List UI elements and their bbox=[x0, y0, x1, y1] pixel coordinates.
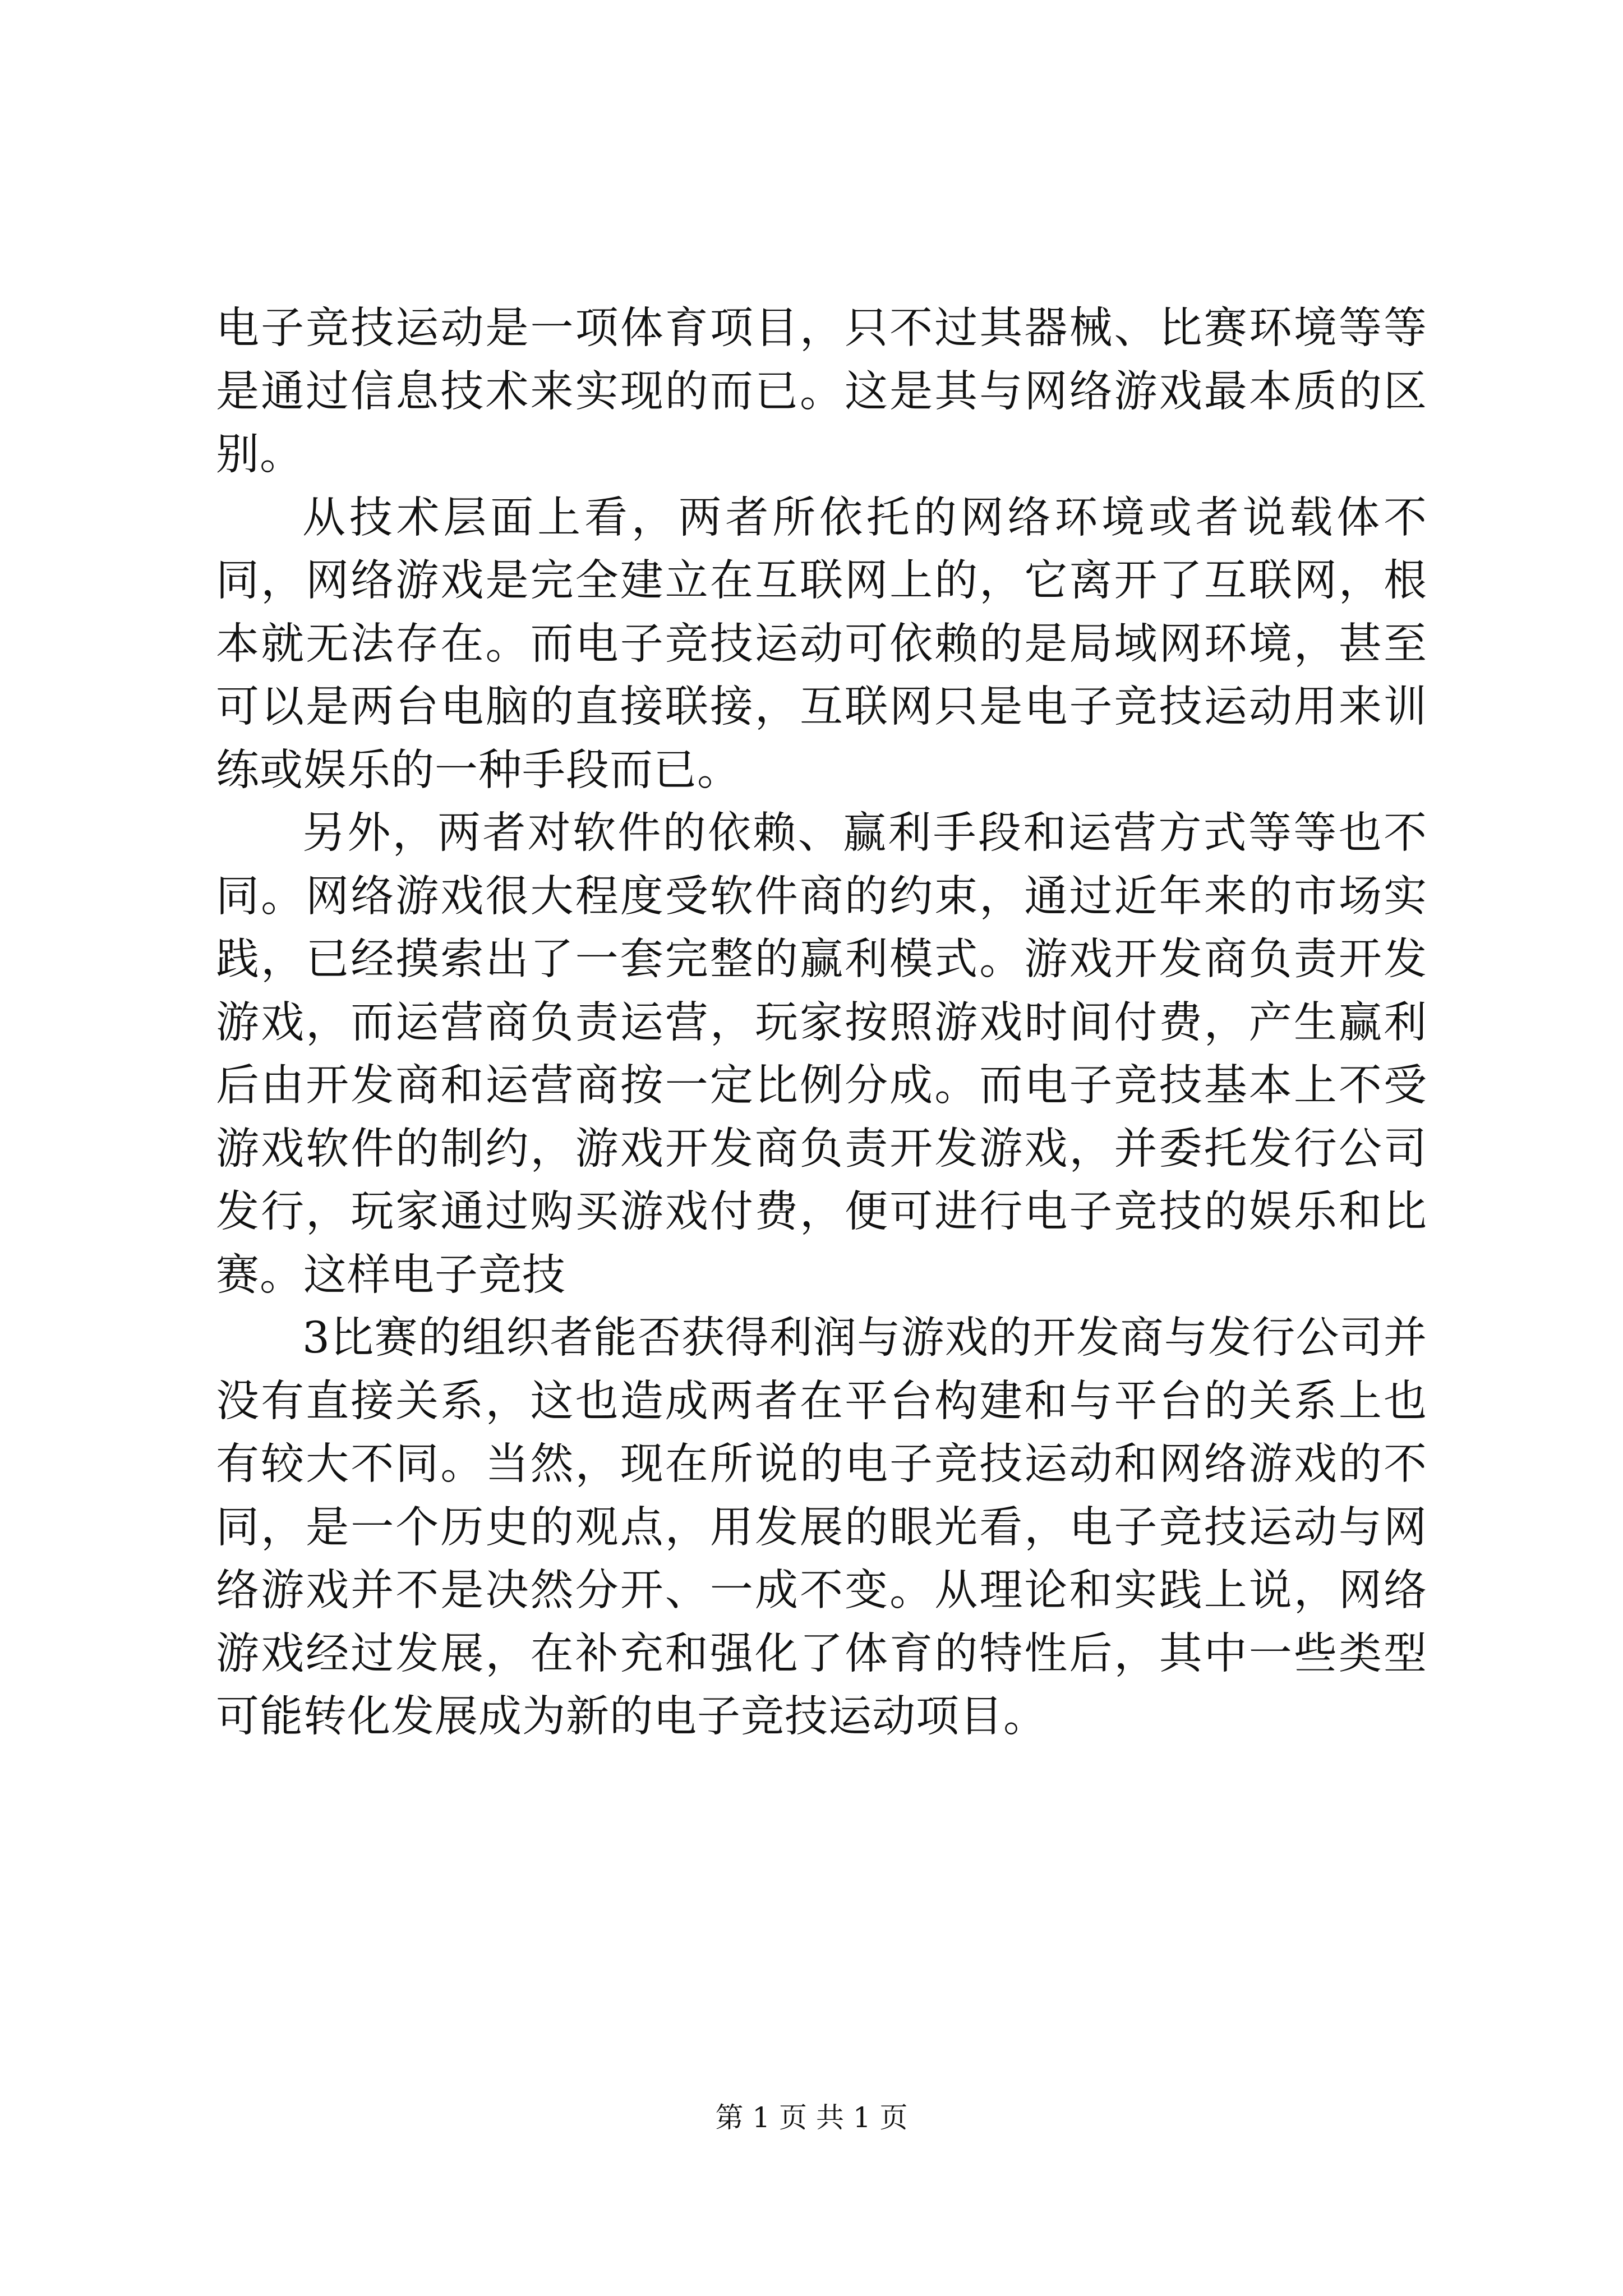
paragraph-2: 从技术层面上看，两者所依托的网络环境或者说载体不同，网络游戏是完全建立在互联网上的，它离开了互联网，根本就无法存在。而电子竞技运动可依赖的是局域网环境，甚至可以是两台电脑的直接联接，互联网只是电子竞技运动用来训练或娱乐的一种手段而已。 bbox=[216, 493, 1427, 795]
paragraph-1: 电子竞技运动是一项体育项目，只不过其器械、比赛环境等等是通过信息技术来实现的而已。这是其与网络游戏最本质的区别。 bbox=[216, 303, 1427, 480]
paragraph-3: 另外，两者对软件的依赖、赢利手段和运营方式等等也不同。网络游戏很大程度受软件商的约束，通过近年来的市场实践，已经摸索出了一套完整的赢利模式。游戏开发商负责开发游戏，而运营商负责运营，玩家按照游戏时间付费，产生赢利后由开发商和运营商按一定比例分成。而电子竞技基本上不受游戏软件的制约，游戏开发商负责开发游戏，并委托发行公司发行，玩家通过购买游戏付费，便可进行电子竞技的娱乐和比赛。这样电子竞技 bbox=[216, 808, 1427, 1300]
page-number-label: 第 1 页 共 1 页 bbox=[715, 2101, 908, 2134]
paragraph-4: 3比赛的组织者能否获得利润与游戏的开发商与发行公司并没有直接关系，这也造成两者在平台构建和与平台的关系上也有较大不同。当然，现在所说的电子竞技运动和网络游戏的不同，是一个历史的观点，用发展的眼光看，电子竞技运动与网络游戏并不是决然分开、一成不变。从理论和实践上说，网络游戏经过发展，在补充和强化了体育的特性后，其中一些类型可能转化发展成为新的电子竞技运动项目。 bbox=[216, 1313, 1427, 1742]
document-body bbox=[216, 297, 1427, 1749]
page-footer bbox=[0, 2101, 1623, 2134]
